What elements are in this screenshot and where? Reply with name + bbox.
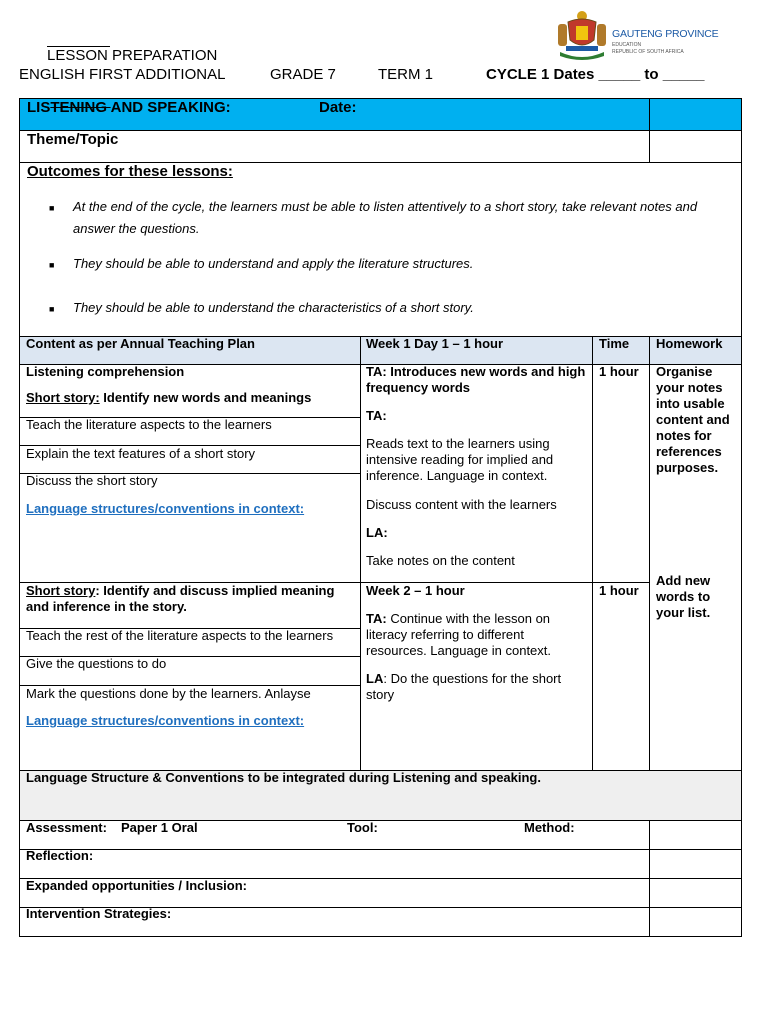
outcome-item: They should be able to understand and apply the literature structures. [73,256,474,271]
assessment-label: Assessment: [26,820,107,835]
reflection-label: Reflection: [26,848,94,863]
bullet-icon: ■ [49,260,55,270]
listening-comprehension-heading: Listening comprehension [26,364,185,379]
week1-time: 1 hour [599,364,639,379]
week2-homework: Add new words to your list. [656,573,711,620]
theme-topic-label: Theme/Topic [27,131,119,148]
week1-discuss: Discuss content with the learners [366,497,557,512]
short-story-objective-2: Short story: Identify and discuss implied meaning and inference in the story. [26,583,335,614]
week1-ta-intro: TA: Introduces new words and high frequency words [366,364,586,395]
column-header-week: Week 1 Day 1 – 1 hour [366,336,504,351]
week2-time: 1 hour [599,583,639,598]
bullet-icon: ■ [49,203,55,213]
gauteng-logo [554,6,719,62]
grade-label: GRADE 7 [270,66,336,83]
outcomes-heading: Outcomes for these lessons: [27,163,233,180]
intervention-strategies-label: Intervention Strategies: [26,906,172,921]
expanded-opportunities-label: Expanded opportunities / Inclusion: [26,878,248,893]
content-item: Teach the rest of the literature aspects to the learners [26,628,334,643]
cycle-dates-label: CYCLE 1 Dates _____ to _____ [486,66,705,83]
tool-label: Tool: [347,820,378,835]
language-structure-note: Language Structure & Conventions to be integrated during Listening and speaking. [26,770,541,785]
term-label: TERM 1 [378,66,434,83]
week2-title: Week 2 – 1 hour [366,583,465,598]
language-structures-link[interactable]: Language structures/conventions in context: [26,501,305,516]
short-story-objective-1: Short story: Identify new words and meanings [26,390,312,405]
method-label: Method: [524,820,575,835]
week2-ta: TA: Continue with the lesson on literacy referring to different resources. Language in context. [366,611,552,658]
bullet-icon: ■ [49,304,55,314]
column-header-homework: Homework [656,336,723,351]
content-item: Discuss the short story [26,473,158,488]
logo-subtitle-education: EDUCATION [612,42,642,48]
section-title: LISTENING AND SPEAKING: [27,99,231,116]
language-structures-link[interactable]: Language structures/conventions in context: [26,713,305,728]
content-item: Teach the literature aspects to the learners [26,417,272,432]
assessment-value: Paper 1 Oral [121,820,198,835]
coat-of-arms-icon [554,6,610,62]
week1-take-notes: Take notes on the content [366,553,515,568]
date-label: Date: [319,99,357,116]
content-item: Mark the questions done by the learners. Anlayse [26,686,311,701]
week2-la: LA: Do the questions for the short story [366,671,562,702]
content-item: Give the questions to do [26,656,167,671]
week1-ta-label: TA: [366,408,387,423]
week1-la-label: LA: [366,525,388,540]
content-item: Explain the text features of a short story [26,446,256,461]
week1-homework: Organise your notes into usable content and notes for references purposes. [656,364,730,475]
outcome-item: They should be able to understand the characteristics of a short story. [73,300,474,315]
subject-label: ENGLISH FIRST ADDITIONAL [19,66,226,83]
logo-subtitle-republic: REPUBLIC OF SOUTH AFRICA [612,49,684,55]
column-header-time: Time [599,336,630,351]
outcome-item: At the end of the cycle, the learners must be able to listen attentively to a short story, take relevant notes and answer the questions. [73,199,698,236]
page-title: LESSON PREPARATION [47,47,218,64]
week1-reads-text: Reads text to the learners using intensive reading for implied and inference. Language in context. [366,436,554,483]
column-header-content: Content as per Annual Teaching Plan [26,336,255,351]
logo-title: GAUTENG PROVINCE [612,28,719,40]
